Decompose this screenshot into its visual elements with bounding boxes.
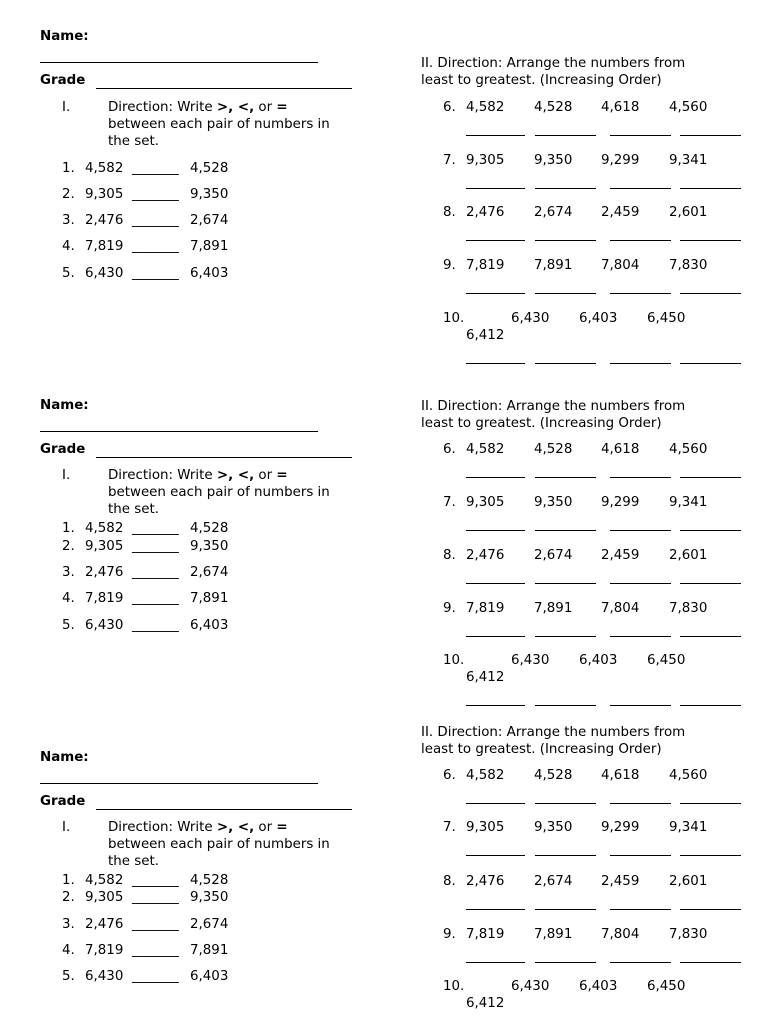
row-value: 6,403 <box>579 979 618 994</box>
direction-text: Direction: Write <box>108 468 217 483</box>
section-two-direction-line-2: least to greatest. (Increasing Order) <box>421 416 662 431</box>
item-left-value: 9,305 <box>85 187 124 202</box>
item-left-value: 2,476 <box>85 213 124 228</box>
ordering-row <box>0 441 768 459</box>
row-number: 10. <box>443 311 465 326</box>
item-answer-blank: _______ <box>132 539 179 554</box>
order-answer-blank[interactable] <box>466 962 525 963</box>
grade-answer-line[interactable] <box>96 809 352 810</box>
row-value: 6,403 <box>579 653 618 668</box>
item-left-value: 6,430 <box>85 969 124 984</box>
row-value: 4,528 <box>534 768 573 783</box>
order-answer-blank[interactable] <box>610 477 671 478</box>
row-value: 2,459 <box>601 205 640 220</box>
row-number: 8. <box>443 548 456 563</box>
ordering-row <box>0 204 768 222</box>
row-value: 2,459 <box>601 548 640 563</box>
order-answer-blank[interactable] <box>535 363 596 364</box>
order-answer-blank[interactable] <box>535 705 596 706</box>
item-left-value: 6,430 <box>85 618 124 633</box>
order-answer-blank[interactable] <box>466 188 525 189</box>
row-value: 7,819 <box>466 258 505 273</box>
item-right-value: 9,350 <box>190 187 229 202</box>
order-answer-blank[interactable] <box>610 530 671 531</box>
direction-line-3: the set. <box>108 134 159 149</box>
item-left-value: 7,819 <box>85 943 124 958</box>
row-value: 7,830 <box>669 927 708 942</box>
direction-or: or <box>254 468 277 483</box>
row-value: 4,528 <box>534 100 573 115</box>
item-number: 3. <box>62 917 75 932</box>
row-value: 4,528 <box>534 442 573 457</box>
order-answer-blank[interactable] <box>610 705 671 706</box>
order-answer-blank[interactable] <box>680 909 741 910</box>
order-answer-blank[interactable] <box>466 135 525 136</box>
row-number: 6. <box>443 442 456 457</box>
order-answer-blank[interactable] <box>610 188 671 189</box>
ordering-row <box>0 99 768 117</box>
row-value: 9,305 <box>466 153 505 168</box>
item-answer-blank: _______ <box>132 239 179 254</box>
row-value: 2,476 <box>466 874 505 889</box>
item-left-value: 4,582 <box>85 161 124 176</box>
row-value: 6,450 <box>647 653 686 668</box>
ordering-row <box>0 926 768 944</box>
direction-text: Direction: Write <box>108 100 217 115</box>
order-answer-blank[interactable] <box>466 477 525 478</box>
item-number: 4. <box>62 943 75 958</box>
item-answer-blank: _______ <box>132 873 179 888</box>
ordering-row-10 <box>0 978 768 996</box>
row-value: 9,341 <box>669 153 708 168</box>
direction-operators: >, <, <box>216 100 255 115</box>
item-answer-blank: _______ <box>132 565 179 580</box>
row-number: 9. <box>443 258 456 273</box>
ordering-row <box>0 600 768 618</box>
row-number: 10. <box>443 653 465 668</box>
item-right-value: 2,674 <box>190 917 229 932</box>
order-answer-blank[interactable] <box>610 636 671 637</box>
item-answer-blank: _______ <box>132 266 179 281</box>
row-value: 6,450 <box>647 979 686 994</box>
row-value: 2,476 <box>466 205 505 220</box>
item-left-value: 9,305 <box>85 890 124 905</box>
row-value: 2,601 <box>669 205 708 220</box>
grade-label: Grade <box>40 73 86 88</box>
item-answer-blank: _______ <box>132 618 179 633</box>
direction-or: or <box>254 100 277 115</box>
order-answer-blank[interactable] <box>466 583 525 584</box>
item-answer-blank: _______ <box>132 890 179 905</box>
item-number: 1. <box>62 521 75 536</box>
row-value: 2,674 <box>534 874 573 889</box>
ordering-row <box>0 257 768 275</box>
direction-line-2: between each pair of numbers in <box>108 837 330 852</box>
item-left-value: 7,819 <box>85 239 124 254</box>
direction-or: or <box>254 820 277 835</box>
item-left-value: 7,819 <box>85 591 124 606</box>
row-value: 4,582 <box>466 768 505 783</box>
row-number: 9. <box>443 601 456 616</box>
row-value: 2,674 <box>534 548 573 563</box>
direction-operators: >, <, <box>216 468 255 483</box>
item-right-value: 7,891 <box>190 943 229 958</box>
item-answer-blank: _______ <box>132 213 179 228</box>
section-two-direction-line-2: least to greatest. (Increasing Order) <box>421 742 662 757</box>
ordering-row <box>0 873 768 891</box>
row-number: 6. <box>443 100 456 115</box>
row-value: 7,891 <box>534 601 573 616</box>
direction-equals: = <box>276 468 288 483</box>
item-left-value: 2,476 <box>85 565 124 580</box>
row-number: 8. <box>443 874 456 889</box>
row-value: 7,804 <box>601 601 640 616</box>
row-value: 7,804 <box>601 258 640 273</box>
section-one-number: I. <box>62 468 71 483</box>
order-answer-blank[interactable] <box>680 135 741 136</box>
item-number: 2. <box>62 539 75 554</box>
order-answer-blank[interactable] <box>466 636 525 637</box>
item-answer-blank: _______ <box>132 521 179 536</box>
row-value: 4,560 <box>669 768 708 783</box>
item-answer-blank: _______ <box>132 917 179 932</box>
item-number: 4. <box>62 239 75 254</box>
order-answer-blank[interactable] <box>535 909 596 910</box>
ordering-row <box>0 494 768 512</box>
order-answer-blank[interactable] <box>610 962 671 963</box>
row-value: 4,582 <box>466 442 505 457</box>
section-two-direction: II. Direction: Arrange the numbers from <box>421 725 686 740</box>
item-number: 4. <box>62 591 75 606</box>
ordering-row <box>0 547 768 565</box>
item-right-value: 7,891 <box>190 591 229 606</box>
order-answer-blank[interactable] <box>535 962 596 963</box>
item-left-value: 2,476 <box>85 917 124 932</box>
item-number: 3. <box>62 213 75 228</box>
item-right-value: 6,403 <box>190 266 229 281</box>
row-value-wrapped: 6,412 <box>466 670 505 685</box>
order-answer-blank[interactable] <box>610 240 671 241</box>
order-answer-blank[interactable] <box>535 803 596 804</box>
item-right-value: 7,891 <box>190 239 229 254</box>
item-answer-blank: _______ <box>132 943 179 958</box>
order-answer-blank[interactable] <box>466 363 525 364</box>
item-number: 1. <box>62 161 75 176</box>
direction-equals: = <box>276 100 288 115</box>
order-answer-blank[interactable] <box>610 909 671 910</box>
row-value: 4,618 <box>601 768 640 783</box>
row-value: 6,430 <box>511 979 550 994</box>
order-answer-blank[interactable] <box>680 530 741 531</box>
order-answer-blank[interactable] <box>535 135 596 136</box>
row-value: 7,819 <box>466 601 505 616</box>
section-one-number: I. <box>62 820 71 835</box>
grade-answer-line[interactable] <box>96 88 352 89</box>
row-value-wrapped: 6,412 <box>466 996 505 1011</box>
direction-line-2: between each pair of numbers in <box>108 117 330 132</box>
row-value: 9,299 <box>601 495 640 510</box>
row-value: 7,819 <box>466 927 505 942</box>
direction-line-3: the set. <box>108 854 159 869</box>
row-value: 2,459 <box>601 874 640 889</box>
order-answer-blank[interactable] <box>610 293 671 294</box>
order-answer-blank[interactable] <box>610 135 671 136</box>
row-value: 7,891 <box>534 258 573 273</box>
grade-label: Grade <box>40 794 86 809</box>
row-number: 10. <box>443 979 465 994</box>
order-answer-blank[interactable] <box>610 583 671 584</box>
item-number: 2. <box>62 890 75 905</box>
order-answer-blank[interactable] <box>680 293 741 294</box>
row-value: 7,804 <box>601 927 640 942</box>
row-value: 7,830 <box>669 258 708 273</box>
item-right-value: 2,674 <box>190 565 229 580</box>
row-value: 9,341 <box>669 820 708 835</box>
order-answer-blank[interactable] <box>535 855 596 856</box>
ordering-row <box>0 819 768 837</box>
row-number: 8. <box>443 205 456 220</box>
order-answer-blank[interactable] <box>466 293 525 294</box>
item-number: 5. <box>62 266 75 281</box>
order-answer-blank[interactable] <box>680 240 741 241</box>
item-answer-blank: _______ <box>132 591 179 606</box>
order-answer-blank[interactable] <box>535 188 596 189</box>
row-value: 4,560 <box>669 442 708 457</box>
order-answer-blank[interactable] <box>535 477 596 478</box>
item-number: 3. <box>62 565 75 580</box>
row-value: 4,618 <box>601 442 640 457</box>
item-answer-blank: _______ <box>132 969 179 984</box>
row-value: 9,305 <box>466 820 505 835</box>
item-left-value: 4,582 <box>85 521 124 536</box>
order-answer-blank[interactable] <box>466 803 525 804</box>
ordering-row <box>0 152 768 170</box>
item-number: 5. <box>62 969 75 984</box>
order-answer-blank[interactable] <box>466 909 525 910</box>
order-answer-blank[interactable] <box>535 530 596 531</box>
item-right-value: 6,403 <box>190 969 229 984</box>
direction-equals: = <box>276 820 288 835</box>
row-number: 7. <box>443 495 456 510</box>
ordering-row <box>0 767 768 785</box>
order-answer-blank[interactable] <box>680 962 741 963</box>
row-value: 6,403 <box>579 311 618 326</box>
section-one-number: I. <box>62 100 71 115</box>
row-value: 2,476 <box>466 548 505 563</box>
order-answer-blank[interactable] <box>680 363 741 364</box>
order-answer-blank[interactable] <box>680 188 741 189</box>
item-right-value: 6,403 <box>190 618 229 633</box>
order-answer-blank[interactable] <box>466 855 525 856</box>
section-two-direction: II. Direction: Arrange the numbers from <box>421 56 686 71</box>
order-answer-blank[interactable] <box>680 477 741 478</box>
section-one-direction <box>108 467 288 485</box>
row-number: 9. <box>443 927 456 942</box>
row-value: 9,299 <box>601 820 640 835</box>
row-value: 4,560 <box>669 100 708 115</box>
ordering-row-10 <box>0 310 768 328</box>
order-answer-blank[interactable] <box>466 705 525 706</box>
row-number: 6. <box>443 768 456 783</box>
item-right-value: 9,350 <box>190 890 229 905</box>
row-value: 6,450 <box>647 311 686 326</box>
ordering-row-10 <box>0 652 768 670</box>
row-value: 2,601 <box>669 548 708 563</box>
item-number: 5. <box>62 618 75 633</box>
row-value: 9,299 <box>601 153 640 168</box>
row-number: 7. <box>443 820 456 835</box>
section-two-direction: II. Direction: Arrange the numbers from <box>421 399 686 414</box>
item-right-value: 4,528 <box>190 161 229 176</box>
row-value: 6,430 <box>511 653 550 668</box>
order-answer-blank[interactable] <box>535 240 596 241</box>
row-value: 7,830 <box>669 601 708 616</box>
name-label: Name: <box>40 750 89 765</box>
row-value: 9,341 <box>669 495 708 510</box>
row-value: 9,350 <box>534 495 573 510</box>
row-value: 6,430 <box>511 311 550 326</box>
direction-line-2: between each pair of numbers in <box>108 485 330 500</box>
order-answer-blank[interactable] <box>535 583 596 584</box>
item-number: 2. <box>62 187 75 202</box>
item-number: 1. <box>62 873 75 888</box>
item-left-value: 4,582 <box>85 873 124 888</box>
row-value: 4,618 <box>601 100 640 115</box>
direction-line-3: the set. <box>108 502 159 517</box>
row-value: 2,674 <box>534 205 573 220</box>
order-answer-blank[interactable] <box>535 636 596 637</box>
grade-label: Grade <box>40 442 86 457</box>
item-left-value: 6,430 <box>85 266 124 281</box>
row-value: 9,350 <box>534 820 573 835</box>
item-right-value: 2,674 <box>190 213 229 228</box>
order-answer-blank[interactable] <box>680 705 741 706</box>
row-value: 2,601 <box>669 874 708 889</box>
order-answer-blank[interactable] <box>680 583 741 584</box>
item-left-value: 9,305 <box>85 539 124 554</box>
row-value: 9,305 <box>466 495 505 510</box>
section-two-direction-line-2: least to greatest. (Increasing Order) <box>421 73 662 88</box>
name-label: Name: <box>40 398 89 413</box>
row-value: 4,582 <box>466 100 505 115</box>
direction-operators: >, <, <box>216 820 255 835</box>
row-value: 9,350 <box>534 153 573 168</box>
name-answer-line[interactable] <box>40 431 318 432</box>
order-answer-blank[interactable] <box>610 855 671 856</box>
order-answer-blank[interactable] <box>680 855 741 856</box>
order-answer-blank[interactable] <box>680 803 741 804</box>
order-answer-blank[interactable] <box>535 293 596 294</box>
name-answer-line[interactable] <box>40 62 318 63</box>
row-value-wrapped: 6,412 <box>466 328 505 343</box>
row-number: 7. <box>443 153 456 168</box>
order-answer-blank[interactable] <box>466 240 525 241</box>
item-right-value: 9,350 <box>190 539 229 554</box>
order-answer-blank[interactable] <box>610 803 671 804</box>
name-label: Name: <box>40 29 89 44</box>
item-right-value: 4,528 <box>190 521 229 536</box>
item-answer-blank: _______ <box>132 161 179 176</box>
item-answer-blank: _______ <box>132 187 179 202</box>
order-answer-blank[interactable] <box>610 363 671 364</box>
item-right-value: 4,528 <box>190 873 229 888</box>
direction-text: Direction: Write <box>108 820 217 835</box>
order-answer-blank[interactable] <box>466 530 525 531</box>
order-answer-blank[interactable] <box>680 636 741 637</box>
row-value: 7,891 <box>534 927 573 942</box>
